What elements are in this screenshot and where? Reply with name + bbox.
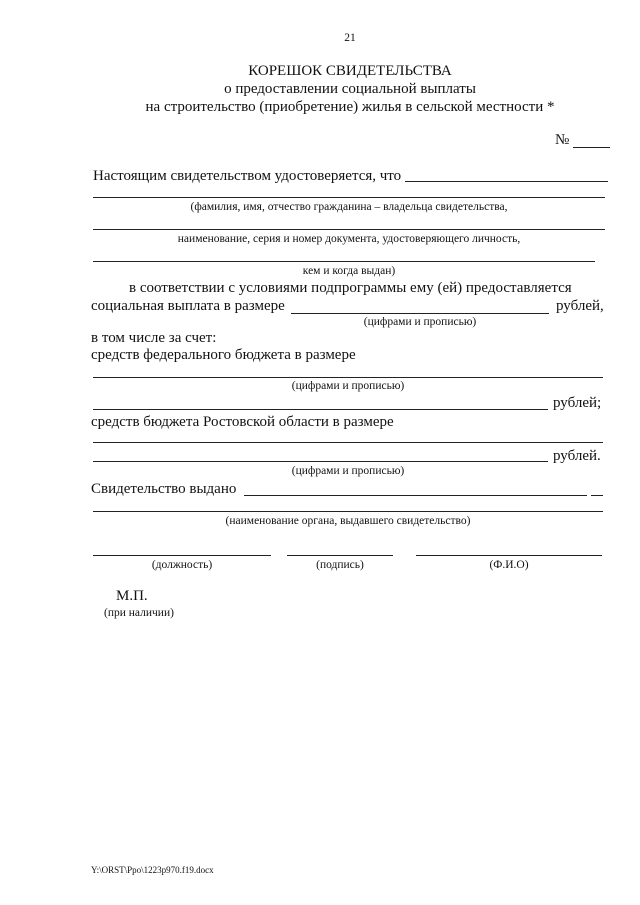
payment-amount-field[interactable] <box>291 313 549 314</box>
certifies-text: Настоящим свидетельством удостоверяется, что <box>93 168 402 184</box>
sig-signature-hint: (подпись) <box>316 559 364 571</box>
document-title: КОРЕШОК СВИДЕТЕЛЬСТВА <box>248 63 452 79</box>
federal-label: средств федерального бюджета в размере <box>91 347 356 363</box>
issued-authority-field-end[interactable] <box>591 495 603 496</box>
fio-field[interactable] <box>416 555 602 556</box>
holder-name-field-2[interactable] <box>93 197 605 198</box>
holder-name-field[interactable] <box>405 181 608 182</box>
regional-label: средств бюджета Ростовской области в размере <box>91 414 394 430</box>
hint-amount-2: (цифрами и прописью) <box>291 380 405 392</box>
hint-issued: кем и когда выдан) <box>302 265 396 277</box>
hint-authority: (наименование органа, выдавшего свидетельство) <box>225 515 471 527</box>
regional-amount-field[interactable] <box>93 442 603 443</box>
federal-amount-field-2[interactable] <box>93 409 548 410</box>
hint-amount-1: (цифрами и прописью) <box>363 316 477 328</box>
issued-label: Свидетельство выдано <box>91 481 237 497</box>
conditions-text: в соответствии с условиями подпрограммы ему (ей) предоставляется <box>129 280 572 296</box>
stamp-hint: (при наличии) <box>104 607 174 619</box>
regional-amount-field-2[interactable] <box>93 461 548 462</box>
sig-position-hint: (должность) <box>151 559 213 571</box>
signature-field[interactable] <box>287 555 393 556</box>
hint-amount-3: (цифрами и прописью) <box>291 465 405 477</box>
issued-authority-field[interactable] <box>244 495 587 496</box>
issued-authority-field-2[interactable] <box>93 511 603 512</box>
hint-document: наименование, серия и номер документа, удостоверяющего личность, <box>177 233 521 245</box>
position-field[interactable] <box>93 555 271 556</box>
footer-file-path: Y:\ORST\Ppo\1223p970.f19.docx <box>91 865 214 875</box>
sig-fio-hint: (Ф.И.О) <box>489 559 529 571</box>
document-field[interactable] <box>93 229 605 230</box>
page-number: 21 <box>344 32 356 44</box>
document-subtitle-2: на строительство (приобретение) жилья в сельской местности * <box>145 99 555 115</box>
including-label: в том числе за счет: <box>91 330 217 346</box>
rubles-label-3: рублей. <box>553 448 601 464</box>
rubles-label-2: рублей; <box>553 395 602 411</box>
number-field[interactable] <box>573 147 610 148</box>
number-label: № <box>555 132 570 148</box>
payment-label: социальная выплата в размере <box>91 298 285 314</box>
federal-amount-field[interactable] <box>93 377 603 378</box>
issued-by-field[interactable] <box>93 261 595 262</box>
stamp-label: М.П. <box>116 588 148 604</box>
document-subtitle-1: о предоставлении социальной выплаты <box>224 81 476 97</box>
hint-fio: (фамилия, имя, отчество гражданина – владельца свидетельства, <box>190 201 508 213</box>
rubles-label-1: рублей, <box>556 298 604 314</box>
